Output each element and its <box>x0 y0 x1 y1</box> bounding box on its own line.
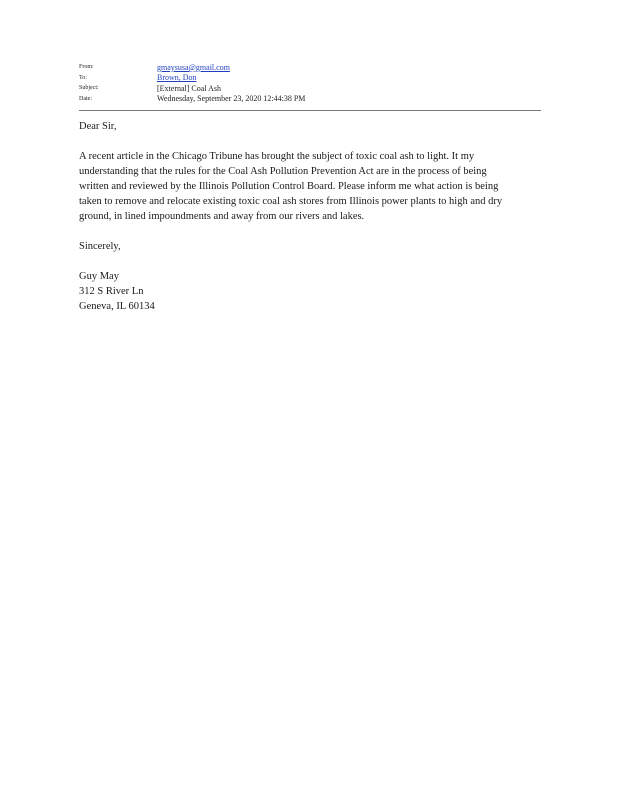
date-label: Date: <box>79 95 92 102</box>
signature-block <box>79 269 549 314</box>
paragraph-line: ground, in lined impoundments and away from our rivers and lakes. <box>79 211 365 222</box>
to-recipient-link[interactable]: Brown, Don <box>157 73 197 83</box>
subject-row <box>79 83 541 94</box>
date-row <box>79 94 541 105</box>
subject-value: [External] Coal Ash <box>157 83 221 93</box>
signature-city: Geneva, IL 60134 <box>79 301 155 312</box>
paragraph-line: A recent article in the Chicago Tribune has brought the subject of toxic coal ash to light. It my <box>79 151 475 162</box>
from-email-link[interactable]: gmaysusa@gmail.com <box>157 62 230 72</box>
from-label: From: <box>79 64 94 71</box>
greeting: Dear Sir, <box>79 121 117 132</box>
from-row <box>79 62 541 73</box>
header-divider <box>79 110 541 111</box>
paragraph-line: understanding that the rules for the Coal Ash Pollution Prevention Act are in the process of being <box>79 166 487 177</box>
signature-street: 312 S River Ln <box>79 286 144 297</box>
to-row <box>79 73 541 84</box>
paragraph-line: taken to remove and relocate existing toxic coal ash stores from Illinois power plants to high and dry <box>79 196 503 207</box>
date-value: Wednesday, September 23, 2020 12:44:38 PM <box>157 94 306 104</box>
message-paragraph <box>79 149 549 224</box>
subject-label: Subject: <box>79 85 99 92</box>
closing: Sincerely, <box>79 241 121 252</box>
to-label: To: <box>79 74 87 81</box>
email-body <box>79 119 549 314</box>
signature-name: Guy May <box>79 271 119 282</box>
email-header <box>79 62 541 104</box>
paragraph-line: written and reviewed by the Illinois Pollution Control Board. Please inform me what action is being <box>79 181 499 192</box>
